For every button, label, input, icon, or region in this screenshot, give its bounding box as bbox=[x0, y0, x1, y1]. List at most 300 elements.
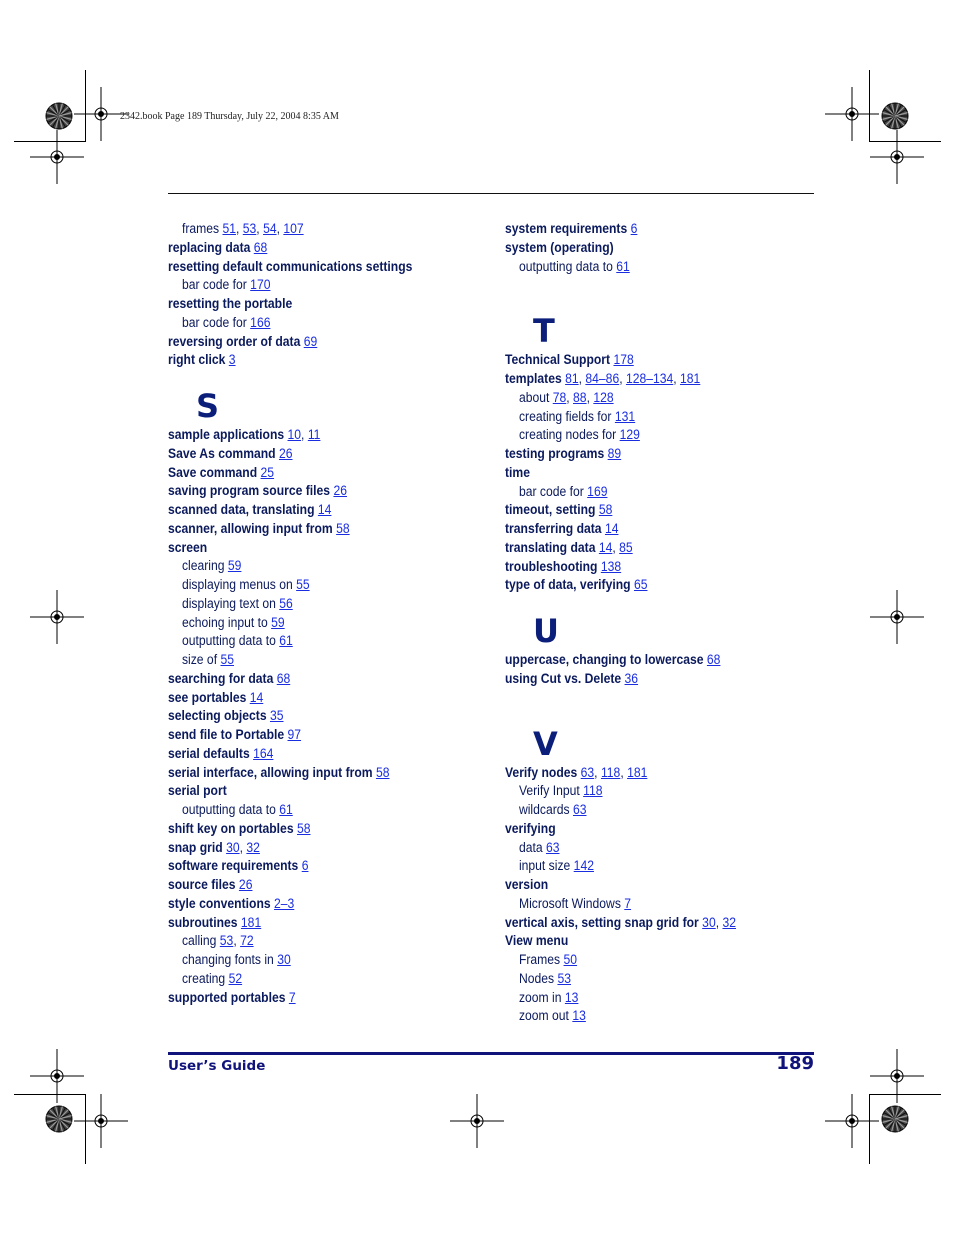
index-term: size of bbox=[181, 652, 218, 667]
index-subentry-data bbox=[505, 839, 793, 858]
page-ref-link[interactable]: 14 bbox=[604, 521, 619, 536]
page-refs bbox=[246, 690, 263, 705]
page-refs bbox=[216, 933, 253, 948]
index-entry-subroutines bbox=[168, 914, 456, 933]
index-entry-testing-programs bbox=[505, 445, 793, 464]
index-term: software requirements bbox=[168, 858, 299, 874]
index-term: View menu bbox=[505, 933, 569, 949]
page-refs bbox=[621, 896, 631, 911]
page-refs bbox=[294, 821, 311, 836]
index-subentry-changing-fonts-in bbox=[168, 951, 456, 970]
page-ref-link[interactable]: 63 bbox=[545, 839, 560, 855]
ref-separator: , bbox=[233, 933, 241, 949]
index-term: style conventions bbox=[168, 895, 271, 911]
page-refs bbox=[569, 1008, 586, 1023]
page-refs bbox=[274, 952, 291, 967]
page-ref-link[interactable]: 129 bbox=[619, 427, 640, 443]
page-ref-link[interactable]: 2–3 bbox=[274, 895, 295, 911]
registration-mark-icon bbox=[30, 130, 84, 184]
index-term: vertical axis, setting snap grid for bbox=[505, 914, 699, 930]
page-refs bbox=[704, 652, 721, 667]
page-ref-link[interactable]: 10 bbox=[287, 427, 302, 442]
page-ref-link[interactable]: 36 bbox=[624, 670, 639, 686]
index-subentry-creating-fields-for bbox=[505, 408, 793, 427]
color-target-icon bbox=[45, 1105, 73, 1133]
index-entry-verifying bbox=[505, 820, 793, 839]
page-ref-link[interactable]: 14 bbox=[249, 689, 264, 705]
page-ref-link[interactable]: 7 bbox=[288, 989, 296, 1005]
page-refs bbox=[597, 559, 621, 574]
index-subentry-about bbox=[505, 389, 793, 408]
index-entry-version bbox=[505, 876, 793, 895]
color-target-icon bbox=[881, 1105, 909, 1133]
page-refs bbox=[276, 802, 293, 817]
ref-separator: , bbox=[239, 839, 247, 855]
page-refs bbox=[217, 652, 234, 667]
index-subentry-zoom-in bbox=[505, 989, 793, 1008]
index-term: zoom in bbox=[518, 989, 562, 1005]
index-subentry-frames bbox=[168, 220, 456, 239]
page-refs bbox=[330, 483, 347, 498]
page-refs bbox=[560, 952, 577, 967]
page-number: 189 bbox=[776, 1053, 814, 1074]
ref-separator: , bbox=[619, 371, 626, 386]
index-term: send file to Portable bbox=[168, 727, 285, 742]
index-subentry-outputting-data-to bbox=[168, 632, 456, 651]
index-subentry-outputting-data-to bbox=[505, 258, 793, 277]
page-ref-link[interactable]: 50 bbox=[563, 952, 578, 967]
page-refs bbox=[604, 446, 621, 461]
page-refs bbox=[257, 465, 274, 480]
registration-mark-icon bbox=[870, 130, 924, 184]
index-entry-templates bbox=[505, 370, 793, 389]
page-ref-link[interactable]: 54 bbox=[263, 221, 277, 236]
page-ref-link[interactable]: 131 bbox=[614, 408, 636, 424]
index-term: calling bbox=[181, 933, 217, 949]
index-subentry-input-size bbox=[505, 857, 793, 876]
page-ref-link[interactable]: 63 bbox=[572, 802, 587, 817]
page-ref-link[interactable]: 55 bbox=[220, 652, 234, 667]
page-refs bbox=[298, 858, 308, 873]
index-term: wildcards bbox=[518, 802, 570, 817]
ref-separator: , bbox=[276, 221, 284, 236]
page-refs bbox=[238, 915, 262, 930]
index-term: version bbox=[505, 877, 549, 892]
index-term: source files bbox=[168, 877, 236, 892]
page-refs bbox=[613, 259, 630, 274]
page-ref-link[interactable]: 97 bbox=[287, 727, 302, 742]
index-term: shift key on portables bbox=[168, 820, 294, 836]
page-ref-link[interactable]: 181 bbox=[240, 914, 262, 930]
page-ref-link[interactable]: 35 bbox=[269, 708, 284, 724]
page-ref-link[interactable]: 61 bbox=[279, 802, 293, 817]
index-entry-resetting-the-portable bbox=[168, 295, 456, 314]
index-term: serial port bbox=[168, 783, 227, 799]
page-refs bbox=[250, 240, 267, 255]
index-subentry-zoom-out bbox=[505, 1007, 793, 1026]
index-entry-supported-portables bbox=[168, 989, 456, 1008]
index-term: reversing order of data bbox=[168, 333, 301, 349]
index-term: echoing input to bbox=[181, 614, 268, 630]
index-term: Save command bbox=[168, 464, 258, 480]
index-entry-transferring-data bbox=[505, 520, 793, 539]
index-term: snap grid bbox=[168, 839, 223, 855]
index-subentry-wildcards bbox=[505, 801, 793, 820]
page-refs bbox=[315, 502, 332, 517]
ref-separator: , bbox=[612, 539, 620, 555]
index-entry-source-files bbox=[168, 876, 456, 895]
page-ref-link[interactable]: 68 bbox=[253, 239, 268, 255]
page-ref-link[interactable]: 7 bbox=[624, 895, 632, 911]
page-ref-link[interactable]: 6 bbox=[301, 858, 309, 874]
index-term: bar code for bbox=[518, 483, 584, 499]
page-ref-link[interactable]: 169 bbox=[587, 483, 608, 499]
index-subentry-bar-code-for bbox=[168, 314, 456, 333]
page-ref-link[interactable]: 128–134 bbox=[625, 371, 674, 386]
page-refs bbox=[219, 221, 304, 236]
page-ref-link[interactable]: 13 bbox=[572, 1008, 586, 1024]
index-term: right click bbox=[168, 352, 226, 368]
index-subentry-microsoft-windows bbox=[505, 895, 793, 914]
page-ref-link[interactable]: 107 bbox=[283, 221, 304, 236]
index-entry-system-operating bbox=[505, 239, 793, 258]
index-entry-verify-nodes bbox=[505, 764, 793, 783]
section-gap bbox=[505, 689, 825, 708]
index-term: time bbox=[505, 464, 530, 480]
page-refs bbox=[543, 840, 560, 855]
page-ref-link[interactable]: 3 bbox=[228, 352, 236, 368]
index-entry-save-command bbox=[168, 464, 456, 483]
ref-separator: , bbox=[586, 389, 594, 405]
page-ref-link[interactable]: 81 bbox=[565, 371, 579, 386]
page-ref-link[interactable]: 69 bbox=[303, 333, 318, 349]
index-term: Save As command bbox=[168, 445, 276, 461]
page-refs bbox=[554, 971, 571, 986]
page-refs bbox=[223, 840, 260, 855]
index-term: outputting data to bbox=[181, 633, 276, 649]
page-refs bbox=[602, 521, 619, 536]
index-entry-resetting-default-communications-settings bbox=[168, 258, 456, 277]
index-entry-right-click bbox=[168, 351, 456, 370]
ref-separator: , bbox=[620, 764, 628, 780]
index-entry-using-cut-vs-delete bbox=[505, 670, 793, 689]
page-ref-link[interactable]: 128 bbox=[593, 389, 614, 405]
index-term: data bbox=[518, 839, 543, 855]
page-ref-link[interactable]: 178 bbox=[613, 352, 634, 368]
page-ref-link[interactable]: 13 bbox=[564, 989, 579, 1005]
page-ref-link[interactable]: 84–86 bbox=[585, 371, 620, 386]
page-ref-link[interactable]: 72 bbox=[240, 933, 254, 949]
page-ref-link[interactable]: 53 bbox=[242, 221, 257, 236]
page-refs bbox=[595, 502, 612, 517]
index-entry-replacing-data bbox=[168, 239, 456, 258]
page-refs bbox=[276, 633, 293, 648]
index-subentry-verify-input bbox=[505, 782, 793, 801]
ref-separator: , bbox=[715, 914, 723, 930]
index-entry-selecting-objects bbox=[168, 707, 456, 726]
page-refs bbox=[570, 858, 594, 873]
index-term: Verify nodes bbox=[505, 764, 578, 780]
page-ref-link[interactable]: 14 bbox=[598, 539, 613, 555]
page-refs bbox=[610, 352, 634, 367]
section-letter-u: U bbox=[533, 612, 559, 650]
index-term: translating data bbox=[505, 539, 596, 555]
index-term: creating bbox=[181, 970, 226, 986]
index-entry-troubleshooting bbox=[505, 558, 793, 577]
index-subentry-creating-nodes-for bbox=[505, 426, 793, 445]
index-subentry-displaying-menus-on bbox=[168, 576, 456, 595]
ref-separator: , bbox=[578, 371, 586, 386]
registration-mark-icon bbox=[74, 1094, 128, 1148]
index-entry-uppercase-changing-to-lowercase bbox=[505, 651, 793, 670]
page-ref-link[interactable]: 53 bbox=[557, 970, 571, 986]
index-subentry-bar-code-for bbox=[505, 483, 793, 502]
index-term: saving program source files bbox=[168, 483, 331, 499]
index-term: sample applications bbox=[168, 427, 285, 442]
page-ref-link[interactable]: 14 bbox=[317, 502, 332, 517]
page-ref-link[interactable]: 61 bbox=[616, 258, 630, 274]
section-letter-v: V bbox=[533, 724, 558, 763]
page-ref-link[interactable]: 68 bbox=[276, 670, 291, 686]
page-ref-link[interactable]: 63 bbox=[580, 764, 595, 780]
index-entry-sample-applications bbox=[168, 426, 456, 445]
page-refs bbox=[580, 783, 603, 798]
page-ref-link[interactable]: 30 bbox=[702, 914, 716, 930]
index-entry-serial-port bbox=[168, 782, 456, 801]
page-ref-link[interactable]: 164 bbox=[253, 745, 274, 761]
page-refs bbox=[225, 352, 235, 367]
index-term: changing fonts in bbox=[181, 952, 274, 967]
page-ref-link[interactable]: 58 bbox=[296, 820, 311, 836]
page-ref-link[interactable]: 118 bbox=[583, 783, 603, 799]
index-entry-software-requirements bbox=[168, 857, 456, 876]
section-letter-s: S bbox=[196, 387, 220, 425]
index-entry-saving-program-source-files bbox=[168, 482, 456, 501]
registration-mark-icon bbox=[825, 1094, 879, 1148]
page-ref-link[interactable]: 181 bbox=[627, 764, 648, 780]
page-ref-link[interactable]: 58 bbox=[598, 502, 613, 518]
index-term: Technical Support bbox=[505, 352, 611, 368]
index-entry-reversing-order-of-data bbox=[168, 333, 456, 352]
page-refs bbox=[247, 315, 271, 330]
page-refs bbox=[225, 971, 242, 986]
index-entry-shift-key-on-portables bbox=[168, 820, 456, 839]
index-subentry-outputting-data-to bbox=[168, 801, 456, 820]
index-subentry-frames bbox=[505, 951, 793, 970]
ref-separator: , bbox=[673, 371, 681, 386]
page-ref-link[interactable]: 166 bbox=[250, 314, 271, 330]
index-term: Verify Input bbox=[518, 783, 580, 799]
section-letter-t: T bbox=[533, 312, 555, 351]
page-ref-link[interactable]: 32 bbox=[722, 914, 737, 930]
index-entry-serial-interface-allowing-input-from bbox=[168, 764, 456, 783]
page-refs bbox=[276, 596, 293, 611]
page-refs bbox=[616, 427, 640, 442]
index-term: uppercase, changing to lowercase bbox=[505, 652, 704, 667]
index-term: using Cut vs. Delete bbox=[505, 670, 622, 686]
page-ref-link[interactable]: 85 bbox=[619, 539, 633, 555]
page-refs bbox=[284, 727, 301, 742]
page-ref-link[interactable]: 78 bbox=[552, 389, 567, 405]
index-term: see portables bbox=[168, 689, 247, 705]
ref-separator: , bbox=[301, 427, 308, 442]
index-term: type of data, verifying bbox=[505, 577, 631, 593]
page-ref-link[interactable]: 58 bbox=[336, 520, 350, 536]
page-refs bbox=[225, 558, 242, 573]
page-refs bbox=[577, 765, 647, 780]
index-term: serial defaults bbox=[168, 745, 250, 761]
index-entry-searching-for-data bbox=[168, 670, 456, 689]
index-subentry-bar-code-for bbox=[168, 276, 456, 295]
index-column-right bbox=[505, 220, 825, 1026]
index-term: subroutines bbox=[168, 914, 238, 930]
top-rule bbox=[168, 193, 814, 194]
index-entry-save-as-command bbox=[168, 445, 456, 464]
page-ref-link[interactable]: 26 bbox=[238, 877, 253, 892]
page-ref-link[interactable]: 138 bbox=[600, 558, 622, 574]
page-ref-link[interactable]: 52 bbox=[228, 970, 243, 986]
page-refs bbox=[285, 990, 295, 1005]
index-entry-time bbox=[505, 464, 793, 483]
index-column-left bbox=[168, 220, 488, 1007]
page-ref-link[interactable]: 6 bbox=[630, 221, 638, 236]
ref-separator: , bbox=[256, 221, 264, 236]
index-entry-timeout-setting bbox=[505, 501, 793, 520]
page-refs bbox=[273, 671, 290, 686]
page-refs bbox=[631, 577, 648, 592]
page-ref-link[interactable]: 65 bbox=[633, 577, 648, 593]
page-ref-link[interactable]: 51 bbox=[222, 221, 237, 236]
index-subentry-displaying-text-on bbox=[168, 595, 456, 614]
page-ref-link[interactable]: 11 bbox=[307, 427, 321, 442]
page-refs bbox=[549, 390, 613, 405]
page-refs bbox=[373, 765, 390, 780]
footer-rule bbox=[168, 1052, 814, 1055]
index-term: displaying text on bbox=[181, 595, 276, 611]
index-term: displaying menus on bbox=[181, 577, 293, 592]
page-ref-link[interactable]: 26 bbox=[278, 445, 293, 461]
page-ref-link[interactable]: 30 bbox=[226, 839, 240, 855]
color-target-icon bbox=[45, 102, 73, 130]
index-entry-see-portables bbox=[168, 689, 456, 708]
index-term: bar code for bbox=[181, 314, 247, 330]
index-subentry-calling bbox=[168, 932, 456, 951]
index-term: resetting default communications settings bbox=[168, 258, 413, 274]
index-entry-technical-support bbox=[505, 351, 793, 370]
index-term: timeout, setting bbox=[505, 502, 596, 518]
page-ref-link[interactable]: 181 bbox=[680, 371, 701, 386]
index-term: input size bbox=[518, 858, 571, 874]
index-term: Microsoft Windows bbox=[518, 895, 621, 911]
index-subentry-clearing bbox=[168, 557, 456, 576]
print-header-note: 2342.book Page 189 Thursday, July 22, 2004 8:35 AM bbox=[120, 111, 339, 122]
page-ref-link[interactable]: 30 bbox=[277, 952, 291, 967]
index-subentry-echoing-input-to bbox=[168, 614, 456, 633]
page-ref-link[interactable]: 56 bbox=[279, 595, 293, 611]
page-ref-link[interactable]: 53 bbox=[219, 933, 234, 949]
page-ref-link[interactable]: 55 bbox=[296, 577, 310, 592]
page-refs bbox=[300, 334, 317, 349]
index-term: searching for data bbox=[168, 670, 274, 686]
page-refs bbox=[268, 615, 285, 630]
ref-separator: , bbox=[236, 221, 243, 236]
index-term: resetting the portable bbox=[168, 296, 293, 311]
index-entry-type-of-data-verifying bbox=[505, 576, 793, 595]
page-ref-link[interactable]: 170 bbox=[250, 277, 271, 293]
page-refs bbox=[276, 446, 293, 461]
page-refs bbox=[627, 221, 637, 236]
page-ref-link[interactable]: 118 bbox=[600, 764, 621, 780]
index-term: scanner, allowing input from bbox=[168, 520, 333, 536]
page-refs bbox=[584, 484, 608, 499]
index-term: verifying bbox=[505, 820, 556, 836]
index-term: replacing data bbox=[168, 239, 251, 255]
page-ref-link[interactable]: 32 bbox=[246, 839, 260, 855]
index-subentry-creating bbox=[168, 970, 456, 989]
section-gap bbox=[505, 276, 825, 295]
page-ref-link[interactable]: 59 bbox=[271, 614, 285, 630]
index-entry-style-conventions bbox=[168, 895, 456, 914]
index-entry-translating-data bbox=[505, 539, 793, 558]
index-term: Frames bbox=[518, 952, 561, 967]
page-ref-link[interactable]: 26 bbox=[333, 483, 347, 499]
page-ref-link[interactable]: 89 bbox=[607, 446, 622, 461]
index-entry-serial-defaults bbox=[168, 745, 456, 764]
index-term: transferring data bbox=[505, 521, 602, 536]
page-ref-link[interactable]: 25 bbox=[260, 464, 275, 480]
index-term: creating nodes for bbox=[518, 427, 617, 443]
index-term: outputting data to bbox=[518, 258, 613, 274]
page-refs bbox=[250, 746, 274, 761]
index-term: selecting objects bbox=[168, 708, 267, 724]
page-refs bbox=[333, 521, 350, 536]
index-entry-snap-grid bbox=[168, 839, 456, 858]
page-ref-link[interactable]: 61 bbox=[279, 633, 293, 649]
index-term: outputting data to bbox=[181, 802, 276, 817]
footer-title: User’s Guide bbox=[168, 1058, 266, 1074]
page-refs bbox=[271, 896, 295, 911]
page-refs bbox=[595, 540, 632, 555]
page-refs bbox=[621, 671, 638, 686]
index-term: zoom out bbox=[518, 1008, 569, 1024]
index-term: bar code for bbox=[181, 277, 247, 293]
index-subentry-size-of bbox=[168, 651, 456, 670]
page-ref-link[interactable]: 59 bbox=[227, 558, 242, 574]
index-term: system (operating) bbox=[505, 239, 614, 255]
ref-separator: , bbox=[566, 389, 574, 405]
registration-mark-icon bbox=[450, 1094, 504, 1148]
ref-separator: , bbox=[594, 764, 601, 780]
index-entry-vertical-axis-setting-snap-grid-for bbox=[505, 914, 793, 933]
index-term: screen bbox=[168, 539, 208, 555]
index-term: supported portables bbox=[168, 989, 286, 1005]
page-ref-link[interactable]: 68 bbox=[706, 652, 721, 667]
index-entry-scanner-allowing-input-from bbox=[168, 520, 456, 539]
page-refs bbox=[562, 371, 701, 386]
index-term: creating fields for bbox=[518, 408, 612, 424]
page-ref-link[interactable]: 88 bbox=[573, 389, 587, 405]
page-refs bbox=[699, 915, 736, 930]
index-term: troubleshooting bbox=[505, 558, 598, 574]
index-entry-system-requirements bbox=[505, 220, 793, 239]
page-ref-link[interactable]: 58 bbox=[375, 764, 390, 780]
page-ref-link[interactable]: 142 bbox=[573, 858, 594, 874]
page-refs bbox=[247, 277, 271, 292]
index-term: about bbox=[518, 389, 550, 405]
index-term: templates bbox=[505, 371, 562, 386]
page-refs bbox=[284, 427, 320, 442]
index-term: system requirements bbox=[505, 221, 628, 236]
